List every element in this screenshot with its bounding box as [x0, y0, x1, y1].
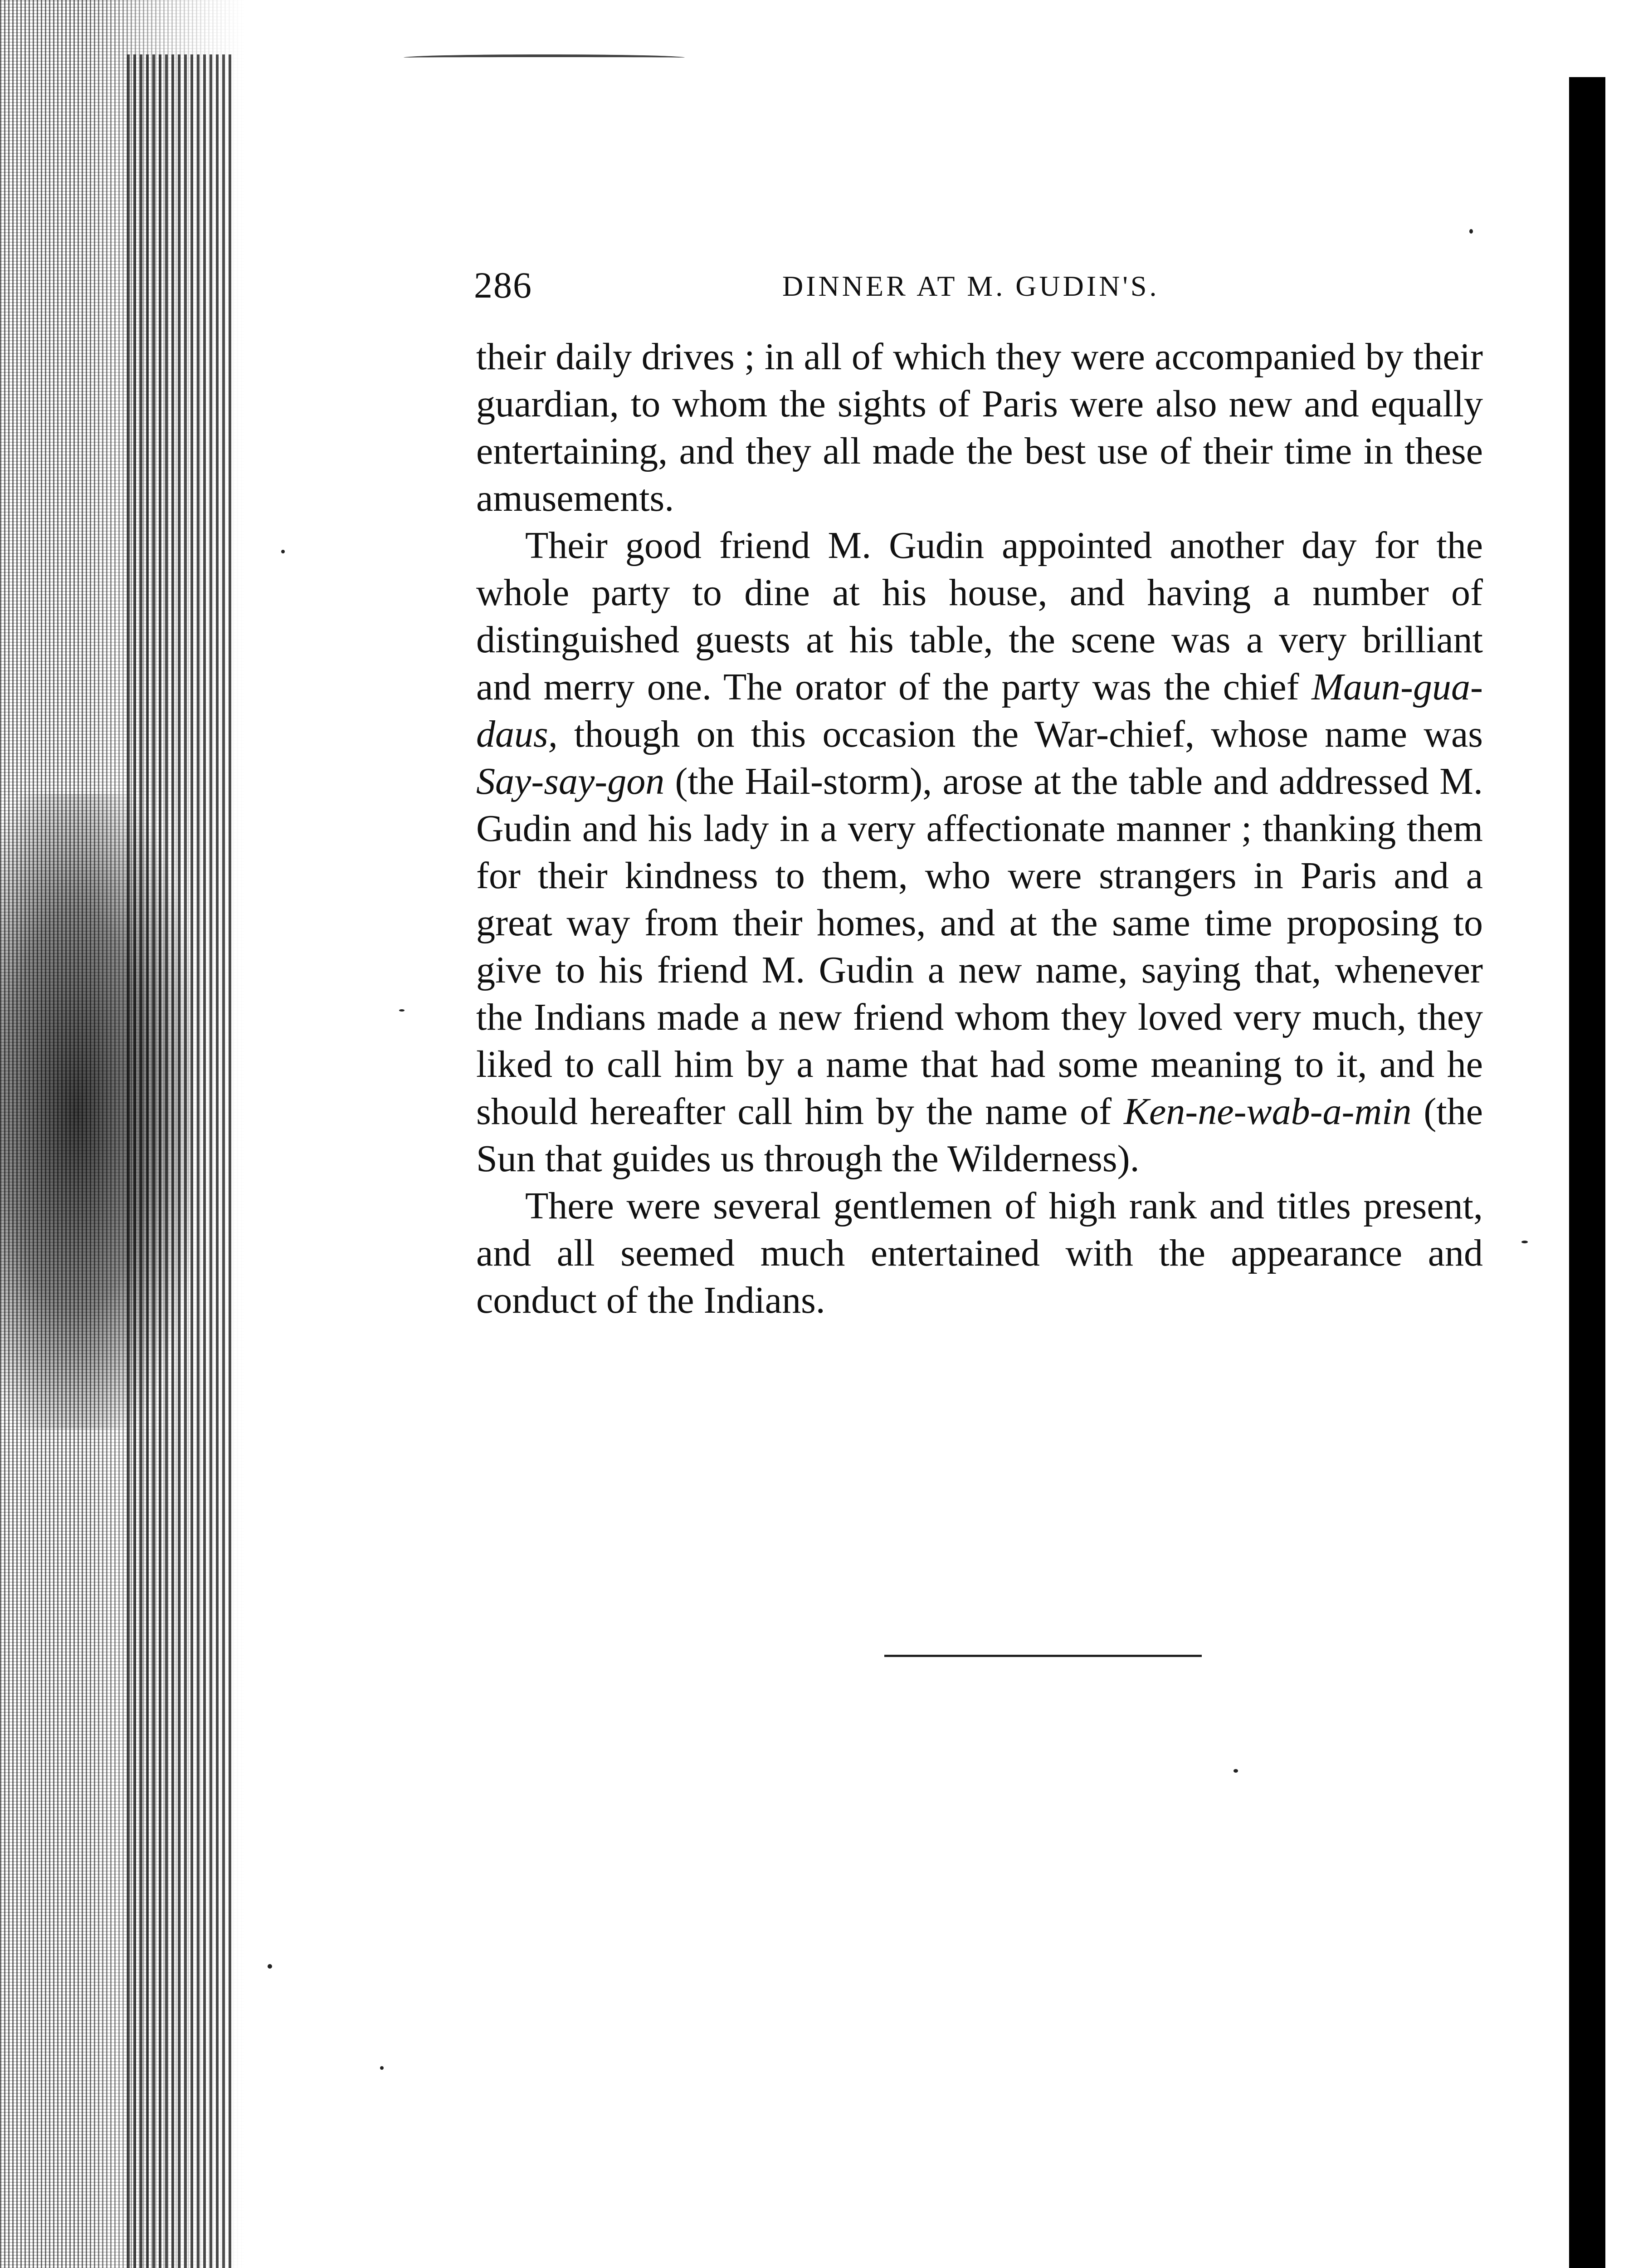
page-header	[474, 264, 1490, 305]
running-head: DINNER AT M. GUDIN'S.	[782, 270, 1160, 302]
italic-name: Ken-ne-wab-a-min	[1124, 1090, 1412, 1133]
paragraph-text: their daily drives ; in all of which they were accompanied by their guardian, to whom the sights of Paris were also new and equally entertaining, and they all made the best use of their time in these amusements.	[476, 336, 1483, 519]
paragraph	[476, 522, 1483, 1183]
right-edge-black-bar	[1569, 77, 1605, 2268]
paragraph	[476, 1183, 1483, 1324]
italic-name: Maun-gua-daus,	[476, 666, 1483, 755]
paragraph-text: Their good friend M. Gudin appointed another day for the whole party to dine at his house, and having a number of distinguished guests at his table, the scene was a very brilliant and merry one. The orator of the party was the chief	[476, 524, 1483, 708]
scan-speck	[399, 1009, 405, 1012]
paragraph-text: (the Sun that guides us through the Wilderness).	[476, 1090, 1483, 1180]
body-text	[476, 333, 1483, 1324]
scan-speck	[1233, 1769, 1238, 1773]
paragraph	[476, 333, 1483, 522]
italic-name: Say-say-gon	[476, 760, 665, 802]
scan-speck	[380, 2066, 384, 2070]
chapter-end-rule	[884, 1655, 1202, 1657]
scan-speck	[281, 550, 285, 553]
scan-speck	[1521, 1241, 1528, 1243]
paragraph-text: (the Hail-storm), arose at the table and addressed M. Gudin and his lady in a very affectionate manner ; thanking them for their kindness to them, who were strangers in Paris and a great way from their homes, and at the same time proposing to give to his friend M. Gudin a new name, saying that, whenever the Indians made a new friend whom they loved very much, they liked to call him by a name that had some meaning to it, and he should hereafter call him by the name of	[476, 760, 1483, 1133]
page-number: 286	[474, 264, 532, 306]
paragraph-text: There were several gentlemen of high rank and titles present, and all seemed much entertained with the appearance and conduct of the Indians.	[476, 1185, 1483, 1321]
top-scan-mark	[404, 54, 685, 61]
scan-speck	[1469, 229, 1473, 234]
scan-speck	[268, 1964, 272, 1969]
paragraph-text: though on this occasion the War-chief, whose name was	[557, 713, 1483, 755]
binding-gutter-smudge	[0, 794, 190, 1429]
